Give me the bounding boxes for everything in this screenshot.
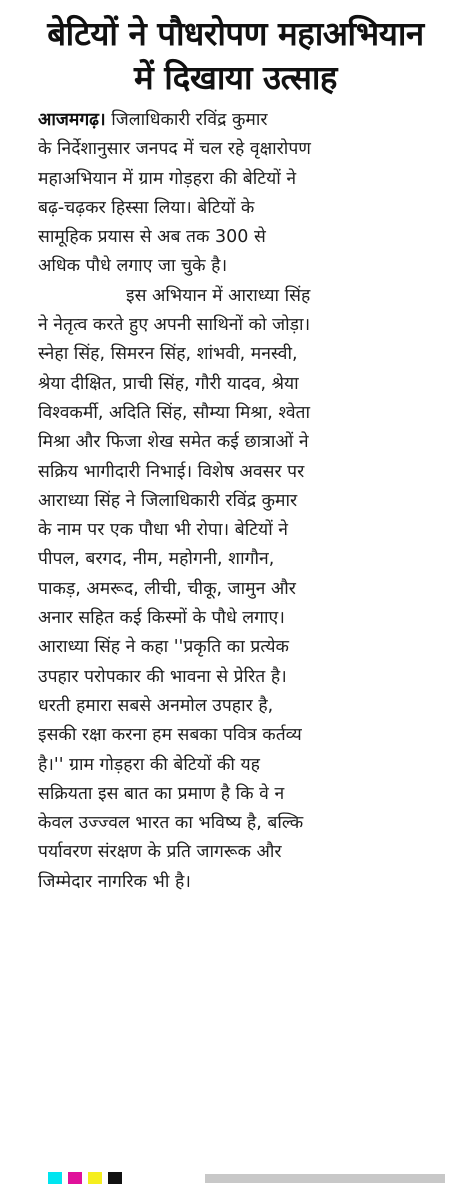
headline-line: बेटियों ने पौधरोपण महाअभियान [47,14,424,53]
body-line: के निर्देशानुसार जनपद में चल रहे वृक्षारोपण [38,139,311,160]
body-line: सक्रियता इस बात का प्रमाण है कि वे न [38,783,285,804]
body-line: आराध्या सिंह ने जिलाधिकारी रविंद्र कुमार [38,490,298,511]
body-line: धरती हमारा सबसे अनमोल उपहार है, [38,695,274,716]
body-line: आराध्या सिंह ने कहा ''प्रकृति का प्रत्येक [38,637,289,658]
body-line: ने नेतृत्व करते हुए अपनी साथिनों को जोड़ा। [38,315,311,336]
color-registration-marks [48,1172,122,1184]
body-line: सक्रिय भागीदारी निभाई। विशेष अवसर पर [38,461,305,482]
body-line: केवल उज्ज्वल भारत का भविष्य है, बल्कि [38,813,304,834]
body-line: उपहार परोपकार की भावना से प्रेरित है। [38,666,287,687]
article-body [38,106,433,897]
magenta-swatch [68,1172,82,1184]
body-line: अधिक पौधे लगाए जा चुके है। [38,256,228,277]
body-line: अनार सहित कई किस्मों के पौधे लगाए। [38,608,285,629]
body-line: स्नेहा सिंह, सिमरन सिंह, शांभवी, मनस्वी, [38,344,298,365]
body-line: के नाम पर एक पौधा भी रोपा। बेटियों ने [38,520,289,541]
dateline: आजमगढ़। [38,110,106,130]
body-line: सामूहिक प्रयास से अब तक 300 से [38,227,266,248]
body-line: श्रेया दीक्षित, प्राची सिंह, गौरी यादव, श्रेया [38,373,299,394]
paragraph-start-line: इस अभियान में आराध्या सिंह [126,285,311,306]
headline [38,12,433,100]
black-swatch [108,1172,122,1184]
body-line-text: जिलाधिकारी रविंद्र कुमार [105,110,268,130]
body-line [38,106,433,135]
cyan-swatch [48,1172,62,1184]
body-line: इसकी रक्षा करना हम सबका पवित्र कर्तव्य [38,725,302,746]
body-line: महाअभियान में ग्राम गोड़हरा की बेटियों ने [38,168,297,189]
body-line: पीपल, बरगद, नीम, महोगनी, शागौन, [38,549,275,570]
body-line: मिश्रा और फिजा शेख समेत कई छात्राओं ने [38,432,309,453]
body-line: बढ़-चढ़कर हिस्सा लिया। बेटियों के [38,197,255,218]
body-line: विश्वकर्मी, अदिति सिंह, सौम्या मिश्रा, श्वेता [38,402,311,423]
headline-line: में दिखाया उत्साह [134,58,337,97]
body-line: पाकड़, अमरूद, लीची, चीकू, जामुन और [38,578,296,599]
yellow-swatch [88,1172,102,1184]
grey-print-bar [205,1174,445,1183]
body-line: जिम्मेदार नागरिक भी है। [38,871,191,892]
body-line: पर्यावरण संरक्षण के प्रति जागरूक और [38,842,282,863]
body-line: है।'' ग्राम गोड़हरा की बेटियों की यह [38,754,260,775]
